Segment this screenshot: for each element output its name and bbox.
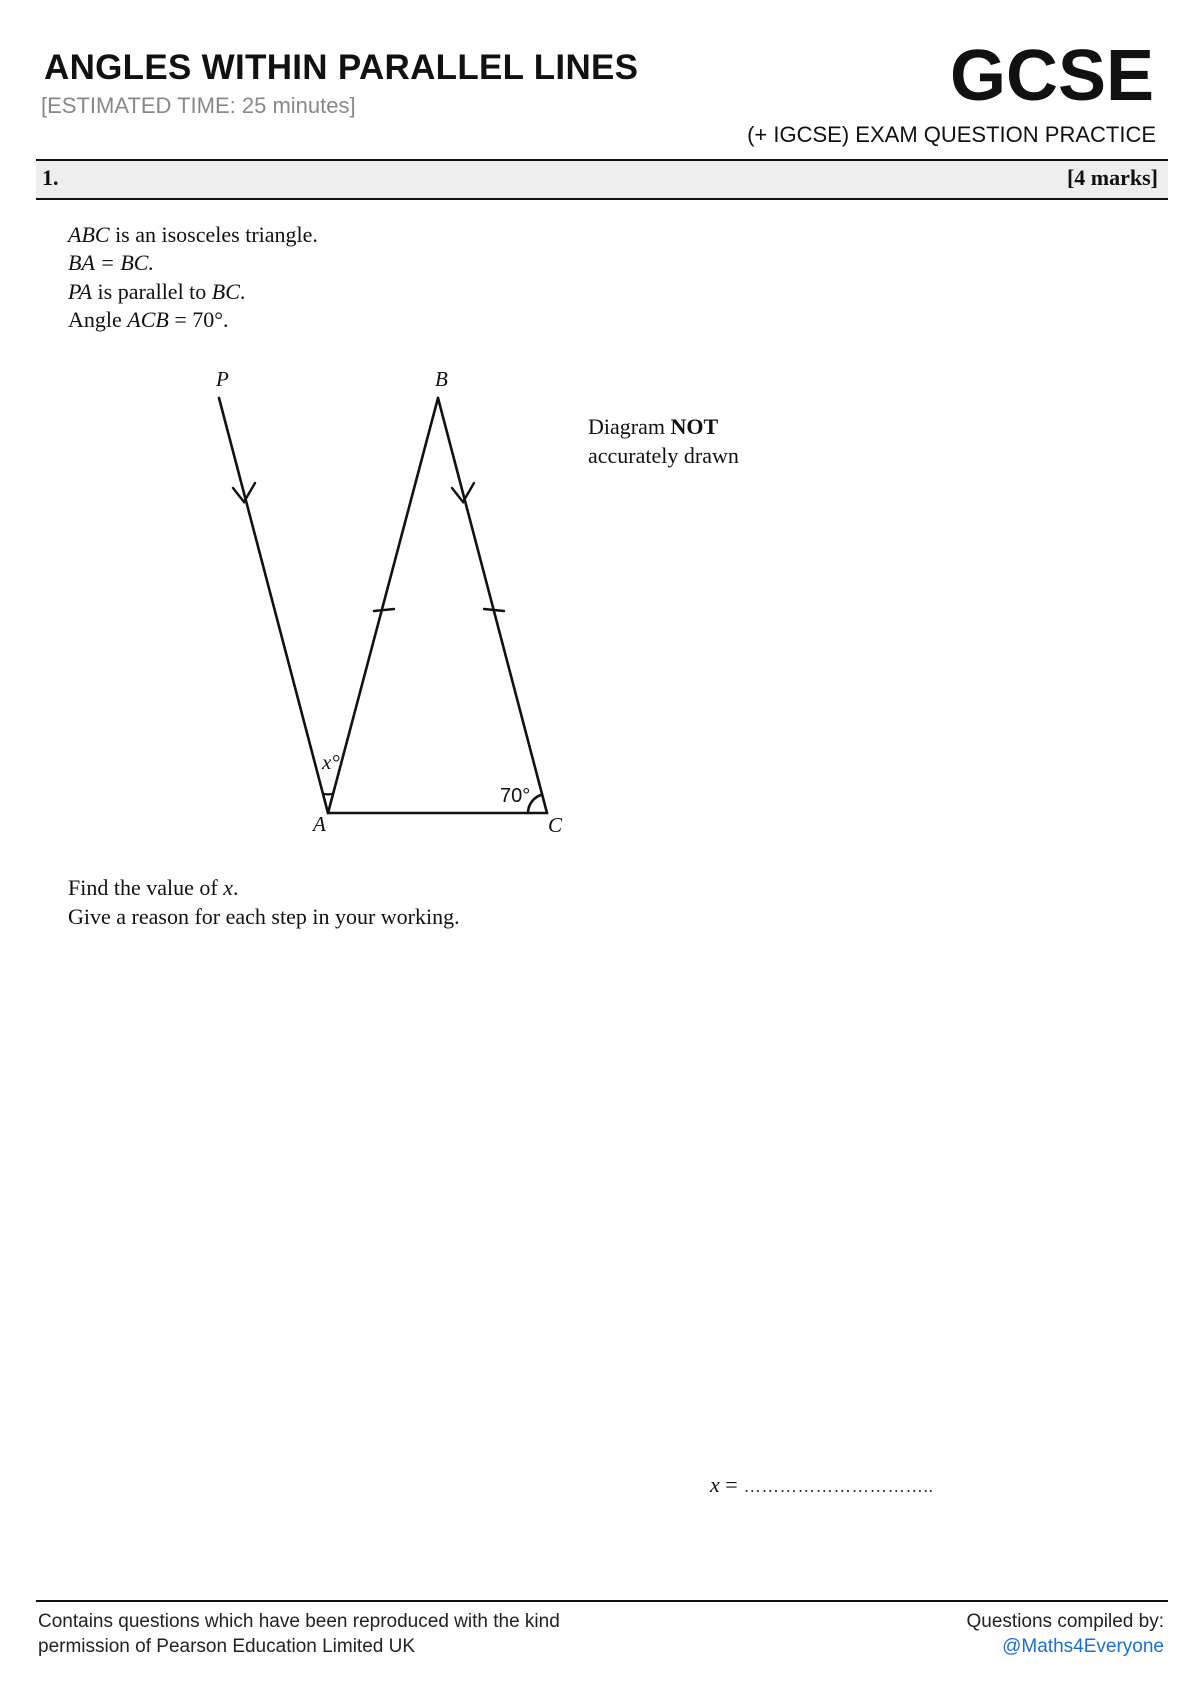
label-C: C [548,813,563,837]
page-title: ANGLES WITHIN PARALLEL LINES [44,48,639,87]
footer-credit [38,1609,560,1659]
instruction-give-reason: Give a reason for each step in your working. [68,904,460,929]
diagram-note-bold: NOT [670,414,719,439]
footer-divider [36,1600,1168,1602]
statement-parallel-var1: PA [68,279,93,304]
statement-parallel-end: . [239,279,246,304]
answer-line[interactable] [710,1472,933,1498]
statement-parallel-var2: BC [211,279,240,304]
statement-isosceles-var: ABC [68,222,110,247]
estimated-time: [ESTIMATED TIME: 25 minutes] [41,93,356,118]
question-number: 1. [42,165,59,190]
answer-equals: = [719,1472,744,1497]
label-B: B [435,367,448,391]
diagram-note [588,412,739,470]
statement-angle-pre: Angle [68,307,128,332]
brand-title: GCSE [949,36,1154,116]
label-P: P [216,367,229,391]
diagram-note-line1: Diagram [588,414,671,439]
page-subtitle: (+ IGCSE) EXAM QUESTION PRACTICE [747,122,1156,147]
footer-handle-link[interactable]: @Maths4Everyone [1002,1636,1164,1657]
footer-compiler [967,1609,1165,1659]
answer-variable: x [710,1472,720,1497]
label-angle-x: x° [322,750,340,774]
tick-mark-AB-icon [374,609,394,611]
question-marks: [4 marks] [1066,165,1158,190]
line-PA [219,398,328,813]
statement-isosceles-text: is an isosceles triangle. [109,222,318,247]
instruction-find-x-end: . [232,875,239,900]
label-A: A [313,812,326,836]
line-AB [328,398,438,813]
angle-arc-x-icon [323,794,333,795]
footer-credit-line1: Contains questions which have been reproduced with the kind [38,1611,560,1632]
statement-angle-text: = 70°. [168,307,229,332]
instruction-find-x-var: x [223,875,233,900]
line-BC [438,398,547,813]
statement-equal-sides-text: BA = BC. [68,250,154,275]
label-angle-70: 70° [500,785,531,807]
diagram-note-line2: accurately drawn [588,443,739,468]
footer-credit-line2: permission of Pearson Education Limited UK [38,1636,416,1657]
instruction-find-x [68,874,238,902]
instruction-find-x-pre: Find the value of [68,875,224,900]
footer-compiler-label: Questions compiled by: [966,1611,1164,1632]
answer-dots[interactable]: ………………………….. [743,1476,934,1496]
tick-mark-BC-icon [484,609,504,611]
statement-angle-var: ACB [127,307,169,332]
statement-parallel-text: is parallel to [92,279,212,304]
